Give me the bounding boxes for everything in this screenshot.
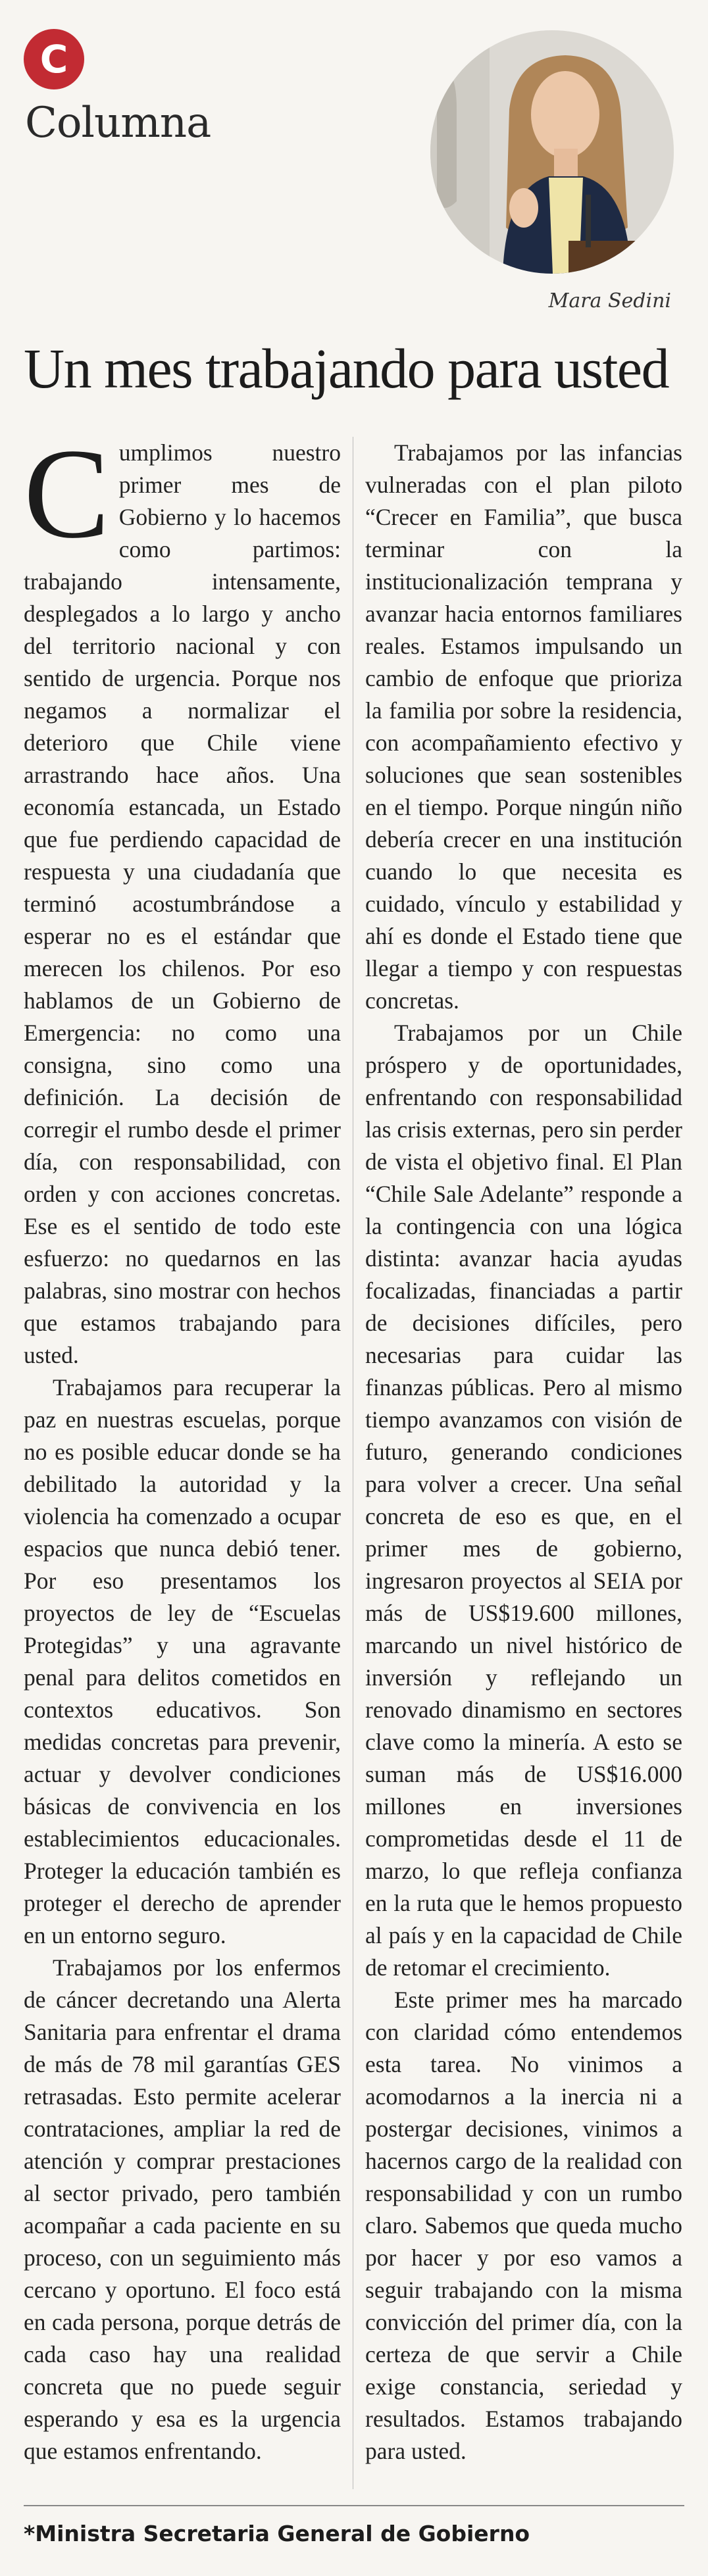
headline: Un mes trabajando para usted: [24, 337, 669, 400]
author-byline: Mara Sedini: [548, 289, 671, 312]
section-label: Columna: [25, 99, 211, 147]
footer-divider: [24, 2505, 684, 2506]
article-paragraph-1: [24, 422, 341, 1372]
author-photo: [430, 30, 674, 274]
drop-cap: C: [24, 422, 110, 565]
article-column-right: [365, 437, 682, 2467]
article-paragraph-2: Trabajamos para recuperar la paz en nuestras escuelas, porque no es posible educar donde se ha debilitado la autoridad y la violencia ha comenzado a ocupar espacios que nunca debió tener. Por eso presentamos los proyectos de ley de “Escuelas Protegidas” y una agravante penal para delitos cometidos en contextos educativos. Son medidas concretas para prevenir, actuar y devolver condiciones básicas de convivencia en los establecimientos educacionales. Proteger la educación también es proteger el derecho de aprender en un entorno seguro.: [24, 1374, 341, 1948]
author-role-footnote: *Ministra Secretaria General de Gobierno: [24, 2521, 530, 2546]
article-column-left: [24, 422, 341, 2467]
article-paragraph-3: Trabajamos por los enfermos de cáncer decretando una Alerta Sanitaria para enfrentar el drama de más de 78 mil garantías GES retrasadas. Esto permite acelerar contrataciones, ampliar la red de atención y comprar prestaciones al sector privado, pero también acompañar a cada paciente en su proceso, con un seguimiento más cercano y oportuno. El foco está en cada persona, porque detrás de cada caso hay una realidad concreta que no puede seguir esperando y esa es la urgencia que estamos enfrentando.: [24, 1954, 341, 2464]
article-paragraph-4: Trabajamos por las infancias vulneradas con el plan piloto “Crecer en Familia”, que busca terminar con la institucionalización temprana y avanzar hacia entornos familiares reales. Estamos impulsando un cambio de enfoque que prioriza la familia por sobre la residencia, con acompañamiento efectivo y soluciones que sean sostenibles en el tiempo. Porque ningún niño debería crecer en una institución cuando lo que necesita es cuidado, vínculo y estabilidad y ahí es donde el Estado tiene que llegar a tiempo y con respuestas concretas.: [365, 439, 682, 1014]
author-portrait-image: [430, 30, 674, 274]
column-badge: C: [24, 29, 84, 89]
article-paragraph-6: Este primer mes ha marcado con claridad cómo entendemos esta tarea. No vinimos a acomodarnos a la inercia ni a postergar decisiones, vinimos a hacernos cargo de la realidad con responsabilidad y con un rumbo claro. Sabemos que queda mucho por hacer y por eso vamos a seguir trabajando con la misma convicción del primer día, con la certeza de que servir a Chile exige constancia, seriedad y resultados. Estamos trabajando para usted.: [365, 1987, 682, 2464]
article-paragraph-5: Trabajamos por un Chile próspero y de oportunidades, enfrentando con responsabilidad las crisis externas, pero sin perder de vista el objetivo final. El Plan “Chile Sale Adelante” responde a la contingencia con una lógica distinta: avanzar hacia ayudas focalizadas, financiadas a partir de decisiones difíciles, pero necesarias para cuidar las finanzas públicas. Pero al mismo tiempo avanzamos con visión de futuro, generando condiciones para volver a crecer. Una señal concreta de eso es que, en el primer mes de gobierno, ingresaron proyectos al SEIA por más de US$19.600 millones, marcando un nivel histórico de inversión y reflejando un renovado dinamismo en sectores clave como la minería. A esto se suman más de US$16.000 millones en inversiones comprometidas desde el 11 de marzo, lo que refleja confianza en la ruta que le hemos propuesto al país y en la capacidad de Chile de retomar el crecimiento.: [365, 1020, 682, 1981]
paragraph-1-text: umplimos nuestro primer mes de Gobierno y lo hacemos como partimos: trabajando intensamente, desplegados a lo largo y ancho del territorio nacional y con sentido de urgencia. Porque nos negamos a normalizar el deterioro que Chile viene arrastrando hace años. Una economía estancada, un Estado que fue perdiendo capacidad de respuesta y una ciudadanía que terminó acostumbrándose a esperar no es el estándar que merecen los chilenos. Por eso hablamos de un Gobierno de Emergencia: no como una consigna, sino como una definición. La decisión de corregir el rumbo desde el primer día, con responsabilidad, con orden y con acciones concretas. Ese es el sentido de todo este esfuerzo: no quedarnos en las palabras, sino mostrar con hechos que estamos trabajando para usted.: [24, 439, 341, 1368]
